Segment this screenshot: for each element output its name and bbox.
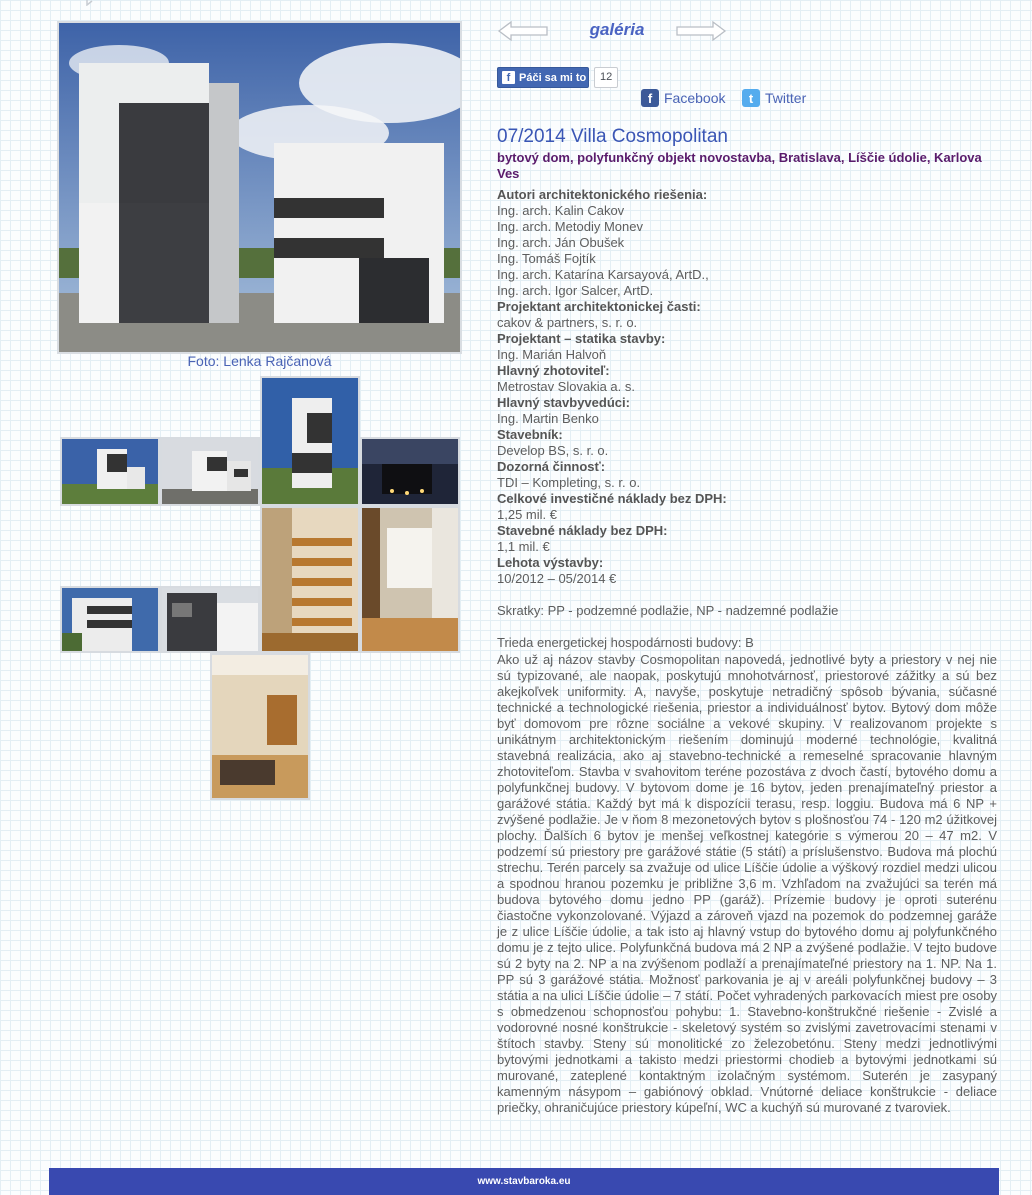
credit-label: Projektant architektonickej časti: [497,299,701,314]
credit-value: Ing. Marián Halvoň [497,347,607,362]
thumbnail[interactable] [260,506,360,653]
twitter-share-link[interactable] [742,88,806,108]
article-description: Ako už aj názov stavby Cosmopolitan napovedá, jednotlivé byty a priestory v nej nie sú typizované, ale naopak, poskytujú mnohotvárnosť, priestorové zážitky a sú bez akejkoľvek uniformity. A, navyše, poskytuje netradičný spôsob bývania, súčasné technické a technologické riešenia, priestor a individuálnosť bytov. Bytový dom môže byť domovom pre rôzne sociálne a vekové skupiny. V realizovanom projekte s unikátnym architektonickým riešením dominujú moderné technológie, kvalitná stavebná realizácia, ako aj stavebno-technické a remeselné spracovanie hlavným zhotoviteľom. Stavba v svahovitom teréne pozostáva z dvoch častí, bytového domu a polyfunkčnej budovy. V bytovom dome je 16 bytov, jeden prenajímateľný priestor a garážové státia. Každý byt má k dispozícii terasu, resp. loggiu. Budova má 6 NP + zvýšené podlažie. Je v ňom 8 mezonetových bytov s plošnosťou 74 - 120 m2 úžitkovej plochy. Ďalších 6 bytov je menšej veľkostnej kategórie s výmerou 20 – 47 m2. V podzemí sú priestory pre garážové státie (5 státí) a príslušenstvo. Budova má plochú strechu. Terén parcely sa zvažuje od ulice Líščie údolie a výškový rozdiel medzi ulicou a spodnou hranou pozemku je približne 3,6 m. Vzhľadom na zvažujúci sa terén má budova bytového domu jedno PP (garáž). Prízemie budovy je oproti suterénu čiastočne vykonzolované. Výjazd a zároveň vjazd na pozemok do podzemnej garáže je z ulice Líščie údolie, a tak isto aj hlavný vstup do bytového domu aj polyfunkčného domu je z tejto ulice. Polyfunkčná budova má 2 NP a zvýšené podlažie. V tejto budove sú 2 byty na 2. NP a na zvýšenom podlaží a prenajímateľné priestory na 1. NP. Na 1. PP sú 3 garážové státia. Možnosť parkovania je aj v areáli polyfunkčnej budovy – 3 státia a na ulici Líščie údolie – 7 státí. Počet vyhradených parkovacích miest pre osoby s obmedzenou schopnosťou pohybu: 1. Stavebno-konštrukčné riešenie - Zvislé a vodorovné nosné konštrukcie - skeletový systém so zvislými zavetrovacími stenami v štítoch stavby. Steny sú monolitické zo železobetónu. Steny medzi jednotlivými bytovými jednotkami a takisto medzi priestormi chodieb a bytovými jednotkami sú murované, zateplené kontaktným izolačným systémom. Suterén je zasypaný kamenným násypom – gabiónový obklad. Vnútorné deliace konštrukcie - deliace priečky, ohraničujúce priestory kúpeľní, WC a kuchýň sú murované z tvaroviek. [497,652,997,1115]
thumbnail[interactable] [360,506,460,653]
credit-label: Stavebník: [497,427,563,442]
credit-label: Stavebné náklady bez DPH: [497,523,668,538]
credit-label: Hlavný stavbyvedúci: [497,395,630,410]
credit-value: Metrostav Slovakia a. s. [497,379,635,394]
arrow-left-icon[interactable] [497,20,549,42]
credit-value: TDI – Kompleting, s. r. o. [497,475,641,490]
credit-value: 1,25 mil. € [497,507,557,522]
credit-value: Ing. arch. Ján Obušek [497,235,625,250]
thumbnail[interactable] [360,437,460,506]
arrow-right-icon[interactable] [675,20,727,42]
main-photo[interactable] [57,21,462,354]
credit-value: Ing. arch. Katarína Karsayová, ArtD., [497,267,709,282]
facebook-small-icon: f [502,71,515,84]
credit-label: Dozorná činnosť: [497,459,606,474]
credit-label: Lehota výstavby: [497,555,604,570]
credit-label: Hlavný zhotoviteľ: [497,363,610,378]
credit-value: Ing. Tomáš Fojtík [497,251,596,266]
like-label: Páči sa mi to [519,71,587,84]
thumbnail[interactable] [210,653,310,800]
credit-value: cakov & partners, s. r. o. [497,315,638,330]
thumbnail[interactable] [160,437,260,506]
photo-caption: Foto: Lenka Rajčanová [187,353,332,369]
credit-label: Autori architektonického riešenia: [497,187,708,202]
thumbnail[interactable] [160,586,260,653]
credit-value: 10/2012 – 05/2014 € [497,571,617,586]
corner-arrow-icon [86,0,96,6]
twitter-icon: t [742,89,760,107]
facebook-icon: f [641,89,659,107]
credit-value: Ing. arch. Igor Salcer, ArtD. [497,283,654,298]
thumbnail[interactable] [60,437,160,506]
gallery-title: galéria [589,20,645,39]
credit-value: Ing. Martin Benko [497,411,599,426]
credit-label: Celkové investičné náklady bez DPH: [497,491,727,506]
twitter-label: Twitter [765,90,807,106]
footer-link[interactable]: www.stavbaroka.eu [49,1168,999,1195]
credit-value: Ing. arch. Kalin Cakov [497,203,625,218]
article-subtitle: bytový dom, polyfunkčný objekt novostavba, Bratislava, Líščie údolie, Karlova Ves [497,150,982,181]
thumbnail[interactable] [60,586,160,653]
energy-class: Trieda energetickej hospodárnosti budovy: B [497,635,754,650]
credit-value: 1,1 mil. € [497,539,550,554]
credit-value: Develop BS, s. r. o. [497,443,609,458]
like-button[interactable] [497,67,589,88]
like-count: 12 [594,67,618,88]
article-title: 07/2014 Villa Cosmopolitan [497,126,728,147]
credit-value: Ing. arch. Metodiy Monev [497,219,643,234]
facebook-label: Facebook [664,90,726,106]
credit-label: Projektant – statika stavby: [497,331,666,346]
abbreviations: Skratky: PP - podzemné podlažie, NP - nadzemné podlažie [497,603,839,618]
credits-block [497,187,997,651]
facebook-share-link[interactable] [641,88,725,108]
thumbnail[interactable] [260,376,360,506]
